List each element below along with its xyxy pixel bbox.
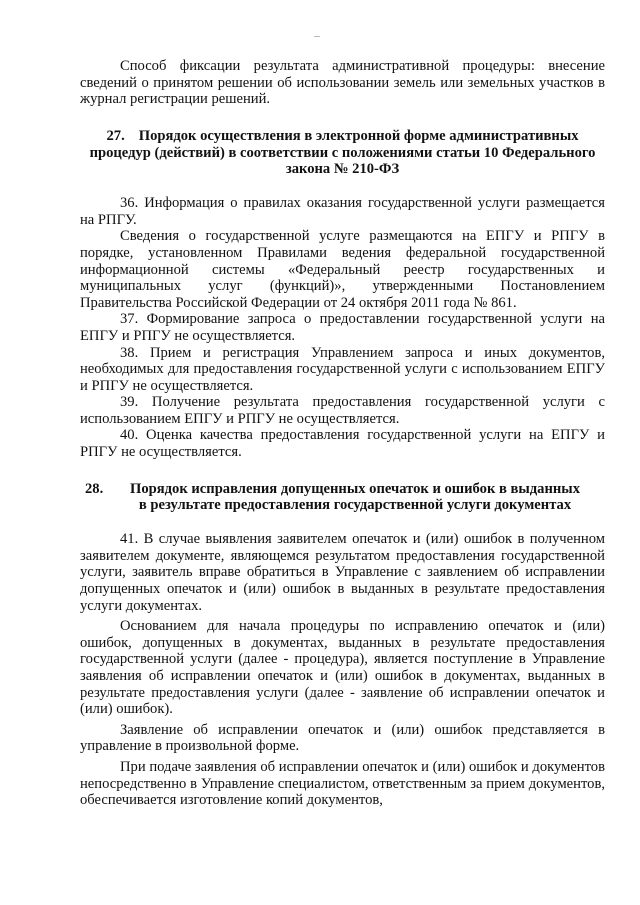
section-28-paragraph: Основанием для начала процедуры по исправлению опечаток и (или) ошибок, допущенных в документах, выданных в результате предоставления государственной услуги (далее - процедура), является поступление в Управление заявления об исправлении опечаток и (или) ошибок в документах, выданных в результате предоставления услуги (далее - заявление об исправлении опечаток и (или) ошибок). [80, 618, 605, 718]
section-27-paragraph: 36. Информация о правилах оказания государственной услуги размещается на РПГУ. [80, 195, 605, 228]
section-27-paragraph: 38. Прием и регистрация Управлением запроса и иных документов, необходимых для предоставления государственной услуги с использованием ЕПГУ и РПГУ не осуществляется. [80, 344, 605, 394]
document-body [80, 58, 605, 809]
section-28-title: Порядок исправления допущенных опечаток и ошибок в выданных в результате предоставления государственной услуги документах [130, 480, 580, 514]
section-28-paragraph: 41. В случае выявления заявителем опечаток и (или) ошибок в полученном заявителем документе, являющемся результатом предоставления государственной услуги, заявитель вправе обратиться в Управление с заявлением об исправлении допущенных опечаток и (или) ошибок в выданных в результате предоставления услуги документах. [80, 531, 605, 614]
section-28-number: 28. [85, 480, 104, 497]
section-28-heading [80, 481, 605, 515]
section-27-paragraph: 37. Формирование запроса о предоставлении государственной услуги на ЕПГУ и РПГУ не осуществляется. [80, 311, 605, 344]
intro-paragraph: Способ фиксации результата административной процедуры: внесение сведений о принятом решении об использовании земель или земельных участков в журнал регистрации решений. [80, 58, 605, 108]
section-28-paragraph: Заявление об исправлении опечаток и (или) ошибок представляется в управление в произвольной форме. [80, 721, 605, 755]
section-28-paragraph: При подаче заявления об исправлении опечаток и (или) ошибок и документов непосредственно в Управление специалистом, ответственным за прием документов, обеспечивается изготовление копий документов, [80, 758, 605, 809]
section-27-paragraph: Сведения о государственной услуге размещаются на ЕПГУ и РПГУ в порядке, установленном Правилами ведения федеральной государственной информационной системы «Федеральный реестр государственных и муниципальных услуг (функций)», утвержденными Постановлением Правительства Российской Федерации от 24 октября 2011 года № 861. [80, 228, 605, 311]
section-27-paragraph: 39. Получение результата предоставления государственной услуги с использованием ЕПГУ и РПГУ не осуществляется. [80, 394, 605, 427]
section-27-heading [80, 128, 605, 178]
section-27-number: 27. [106, 127, 125, 144]
scan-mark [314, 36, 320, 37]
section-27-title: Порядок осуществления в электронной форме административных процедур (действий) в соответствии с положениями статьи 10 Федерального закона № 210-ФЗ [89, 127, 596, 178]
section-27-paragraph: 40. Оценка качества предоставления государственной услуги на ЕПГУ и РПГУ не осуществляется. [80, 427, 605, 461]
